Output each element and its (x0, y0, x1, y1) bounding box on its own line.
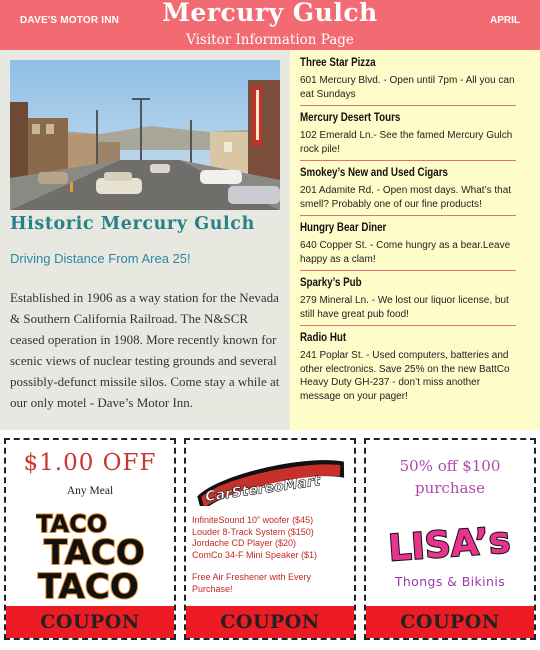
coupon-section (0, 430, 540, 650)
feature-description: Established in 1906 as a way station for the Nevada & Southern California Railroad. The N&SCR ceased operation in 1908. More recently known for scenic views of nuclear testing grounds and several possibly-defunct missile silos. Come stay a while at our only motel - Dave’s Motor Inn. (10, 290, 280, 410)
lisas-coupon[interactable] (364, 438, 536, 640)
listing-info: 640 Copper St. - Come hungry as a bear.Leave happy as a clam! (300, 240, 511, 265)
taco-coupon-price: $1.00 OFF (23, 450, 157, 476)
page-header (0, 0, 540, 50)
taco-logo (36, 508, 151, 603)
carstereomart-logo (192, 458, 350, 506)
listing-info: 201 Adamite Rd. - Open most days. What’s that smell? Probably one of our fine products! (300, 185, 512, 210)
page-subtitle: Visitor Information Page (186, 32, 354, 48)
taco-coupon[interactable] (4, 438, 176, 640)
stereo-promo: Free Air Freshener with Every Purchase! (192, 572, 312, 594)
lisas-tagline: Thongs & Bikinis (394, 574, 506, 589)
business-listings (290, 50, 540, 430)
listing-item (300, 277, 516, 326)
listing-item (300, 57, 516, 106)
listing-info: 601 Mercury Blvd. - Open until 7pm - All you can eat Sundays (300, 75, 515, 100)
feature-subheading: Driving Distance From Area 25! (10, 251, 191, 266)
taco-logo-line: TACO (44, 533, 145, 573)
street-photo (10, 60, 280, 210)
listing-info: 102 Emerald Ln.- See the famed Mercury Gulch rock pile! (300, 130, 513, 155)
taco-logo-line: TACO (36, 510, 108, 538)
listing-item (300, 222, 516, 271)
taco-coupon-meal: Any Meal (66, 485, 114, 497)
lisas-offer-line: purchase (414, 479, 485, 497)
listing-info: 241 Poplar St. - Used computers, batteries and other electronics. Save 25% on the new BattCo Heavy Duty GH-237 - don’t miss another message on your pager! (300, 350, 510, 402)
stereo-deal-item: InfiniteSound 10” woofer ($45) (192, 515, 314, 525)
coupon-label: COUPON (6, 606, 174, 638)
coupon-label: COUPON (186, 606, 354, 638)
lisas-logo (384, 508, 524, 570)
carstereomart-name: CarStereoMart (204, 473, 322, 506)
taco-logo-line: TACO (38, 567, 139, 603)
listing-name: Hungry Bear Diner (300, 222, 387, 234)
listing-name: Mercury Desert Tours (300, 112, 401, 124)
lisas-offer-line: 50% off $100 (399, 457, 501, 475)
motel-name: DAVE'S MOTOR INN (20, 15, 120, 26)
lisas-offer (366, 455, 534, 499)
stereo-deal-item: ComCo 34-F Mini Speaker ($1) (192, 549, 318, 560)
page-title: Mercury Gulch (162, 0, 378, 27)
lisas-brand-name: LISA’s (387, 520, 512, 570)
stereo-deal-list (192, 515, 317, 561)
coupon-label: COUPON (366, 606, 534, 638)
street-scene-image (10, 60, 280, 210)
listing-name: Three Star Pizza (300, 57, 376, 69)
listing-item (300, 167, 516, 216)
listing-name: Sparky’s Pub (300, 277, 362, 289)
feature-title: Historic Mercury Gulch (10, 214, 255, 234)
listing-item (300, 332, 516, 407)
stereo-deal-item: Jordache CD Player ($20) (192, 538, 297, 548)
listing-name: Radio Hut (300, 332, 347, 344)
issue-month: APRIL (490, 15, 520, 26)
stereo-coupon[interactable] (184, 438, 356, 640)
stereo-deal-item: Louder 8-Track System ($150) (192, 526, 314, 537)
listing-info: 279 Mineral Ln. - We lost our liquor license, but still have great pub food! (300, 295, 509, 320)
listing-item (300, 112, 516, 161)
listing-name: Smokey’s New and Used Cigars (300, 167, 448, 179)
